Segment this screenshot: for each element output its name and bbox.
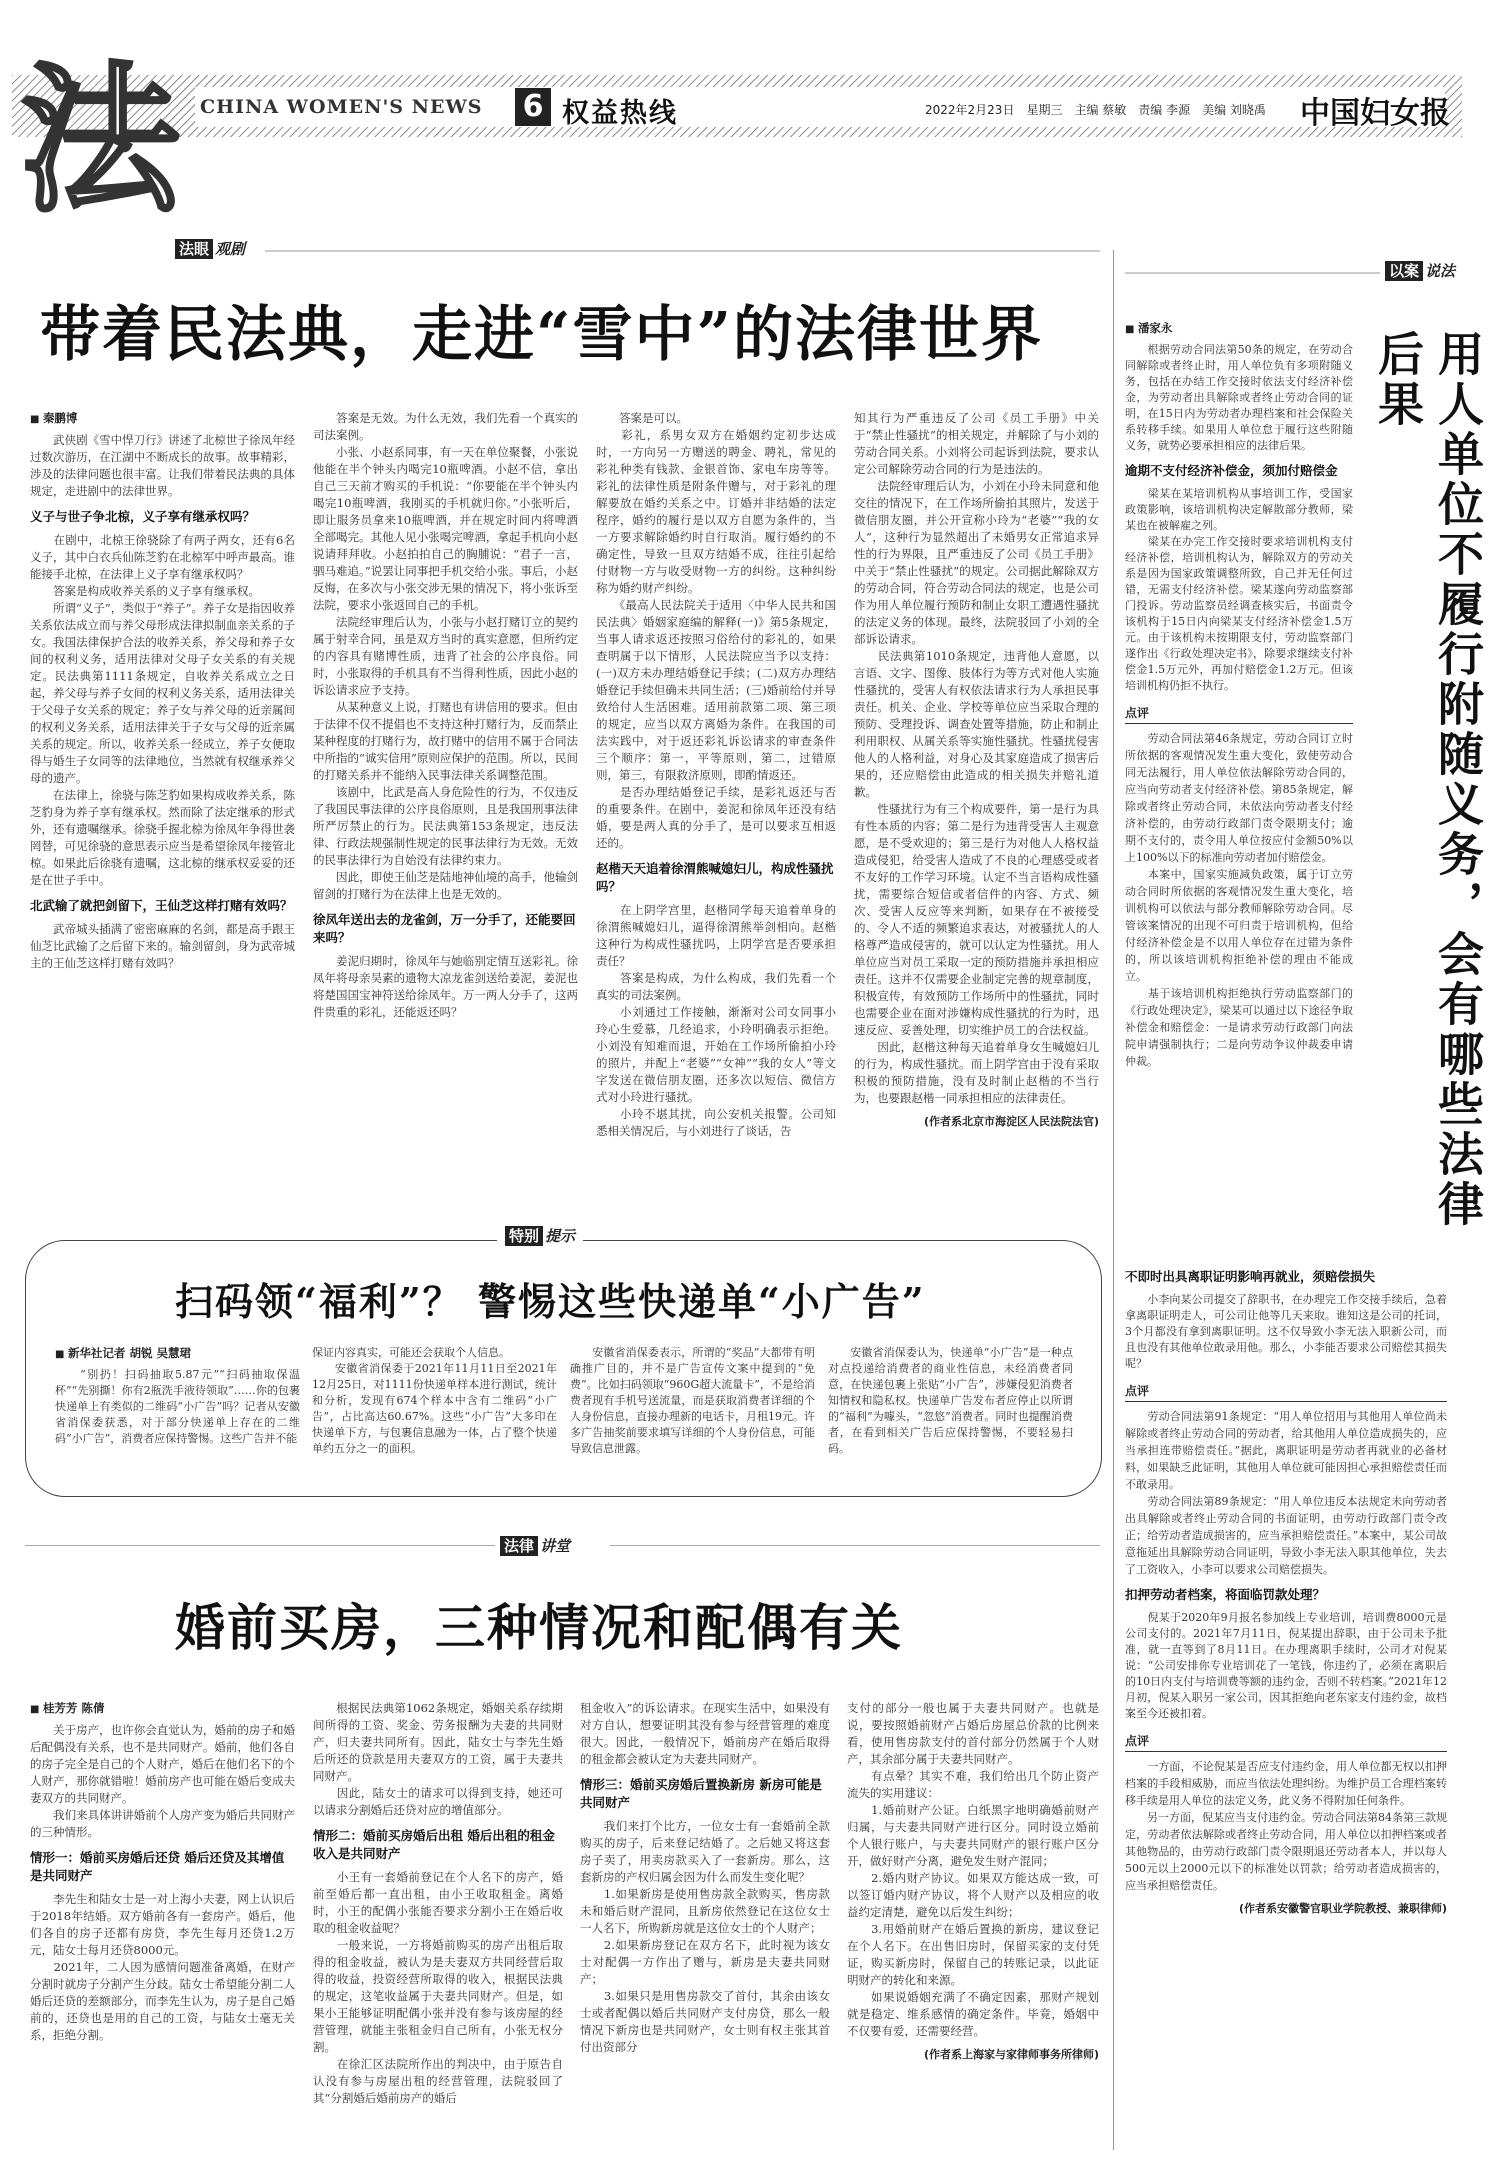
article3-para: 关于房产，也许你会直觉认为，婚前的房子和婚后配偶没有关系，也不是共同财产。婚前，他们各自的房子完全是自己的个人财产，婚后在他们名下的个人财产，那你就错啦！婚前房产也可能在婚后变成夫妻双方的共同财产。 我们来具体讲讲婚前个人房产变为婚后共同财产的三种情形。	[30, 1723, 295, 1839]
article4-title: 用人单位不履行附随义务，会有哪些法律后果	[1371, 330, 1485, 1230]
article3-credit: (作者系上海家与家律师事务所律师)	[923, 2048, 1099, 2061]
article2-para: 保证内容真实，可能还会获取个人信息。 安徽省消保委于2021年11月11日至2021年12月25日，对1111份快递单样本进行测试，统计和分析，发现有674个样本中含有二维码“小广告”，占比高达60.67%。这些“小广告”大多印在快递单下方，与包裹信息融为一体，占了整个快递单约五分之一的面积。	[312, 1346, 557, 1455]
article4-comment: 劳动合同法第46条规定，劳动合同订立时所依据的客观情况发生重大变化，致使劳动合同无法履行，用人单位依法解除劳动合同的，应当向劳动者支付经济补偿。第85条规定，解除或者终止劳动合同，未依法向劳动者支付经济补偿的，由劳动行政部门责令限期支付；逾期不支付的，责令用人单位按应付金额50%以上100%以下的标准向劳动者加付赔偿金。 本案中，国家实施减负政策，属于订立劳动合同时所依据的客观情况发生重大变化，培训机构可以依法与部分教师解除劳动合同。尽管该案情况的出现不可归责于培训机构，但给付经济补偿金是不以用人单位存在过错为条件的，所以该培训机构拒绝补偿的理由不能成立。 基于该培训机构拒绝执行劳动监察部门的《行政处理决定》，梁某可以通过以下途径争取补偿金和赔偿金：一是请求劳动行政部门向法院申请强制执行；二是向劳动争议仲裁委申请仲裁。	[1125, 732, 1353, 1068]
article1-para: 在上阴学宫里，赵楷同学每天追着单身的徐渭熊喊媳妇儿，逼得徐渭熊举剑相向。赵楷这种行为构成性骚扰吗，上阴学宫是否要承担责任？ 答案是构成，为什么构成，我们先看一个真实的司法案例。 小刘通过工作接触，渐渐对公司女同事小玲心生爱慕，几经追求，小玲明确表示拒绝。小刘没有知难而退，开始在工作场所偷拍小玲的照片，并配上“老婆”“女神”“我的女人”等文字发送在微信朋友圈，还多次以短信、微信方式对小玲进行骚扰。 小玲不堪其扰，向公安机关报警。公司知悉相关情况后，与小刘进行了谈话，告	[596, 903, 836, 1138]
article4-comment: 劳动合同法第91条规定：“用人单位招用与其他用人单位尚未解除或者终止劳动合同的劳动者，给其他用人单位造成损失的，应当承担连带赔偿责任。”据此，离职证明是劳动者再就业的必备材料，如果缺乏此证明，其他用人单位就可能因担心承担赔偿责任而不敢录用。 劳动合同法第89条规定：“用人单位违反本法规定未向劳动者出具解除或者终止劳动合同的书面证明，由劳动行政部门责令改正；给劳动者造成损害的，应当承担赔偿责任。”本案中，某公司故意拖延出具解除劳动合同证明，导致小李无法入职其他单位，失去了工资收入，小李可以要求公司赔偿损失。	[1125, 1410, 1447, 1576]
article1-title: 带着民法典，走进“雪中”的法律世界	[40, 300, 1044, 370]
article3-byline: ■ 桂芳芳 陈倩	[30, 1700, 295, 1716]
divider	[610, 1545, 1100, 1546]
comment-label: 点评	[1125, 1382, 1447, 1402]
article1-para: 知其行为严重违反了公司《员工手册》中关于“禁止性骚扰”的相关规定，并解除了与小刘的劳动合同关系。小刘将公司起诉到法院，要求认定公司解除劳动合同的行为是违法的。 法院经审理后认为，小刘在小玲未同意和他交往的情况下，在工作场所偷拍其照片，发送于微信朋友圈，并公开宣称小玲为“老婆”“我的女人”，这种行为显然超出了未婚男女正常追求异性的行为界限，且严重违反了公司《员工手册》中关于“禁止性骚扰”的规定。公司据此解除双方的劳动合同，符合劳动合同法的规定，也是公司作为用人单位履行预防和制止女职工遭遇性骚扰的法定义务的体现。最终，法院驳回了小刘的全部诉讼请求。 民法典第1010条规定，违背他人意愿，以言语、文字、图像、肢体行为等方式对他人实施性骚扰的，受害人有权依法请求行为人承担民事责任。机关、企业、学校等单位应当采取合理的预防、受理投诉、调查处置等措施，防止和制止利用职权、从属关系等实施性骚扰。性骚扰侵害他人的人格利益，对身心及其家庭造成了损害后果的，还应赔偿由此造成的相关损失并赔礼道歉。 性骚扰行为有三个构成要件，第一是行为具有性本质的内容；第二是行为违背受害人主观意愿，是不受欢迎的；第三是行为对他人人格权益造成侵犯，给受害人造成了不良的心理感受或者不友好的工作学习环境。认定不当言语构成性骚扰，需要综合短信或者信件的内容、方式、频次、受害人反应等来判断，如果存在不被接受的、令人不适的频繁追求表达，对被骚扰人的人格尊严造成侵害的，就可以认定为性骚扰。用人单位应当对员工采取一定的预防措施并承担相应责任。这并不仅需要企业制定完善的规章制度，积极宣传，有效预防工作场所中的性骚扰，同时也需要企业在面对涉嫌构成性骚扰的行为时，迅速反应、妥善处理，切实维护员工的合法权益。 因此，赵楷这种每天追着单身女生喊媳妇儿的行为，构成性骚扰。而上阴学宫由于没有采取积极的预防措施，没有及时制止赵楷的不当行为，也要跟赵楷一同承担相应的法律责任。	[854, 411, 1099, 1105]
article3-col4	[847, 1700, 1099, 2155]
article4-comment: 一方面，不论倪某是否应支付违约金，用人单位都无权以扣押档案的手段相威胁，而应当依法处理纠纷。为维护员工合理档案转移手续是用人单位的法定义务，此义务不得附加任何条件。 另一方面，倪某应当支付违约金。劳动合同法第84条第三款规定，劳动者依法解除或者终止劳动合同，用人单位以扣押档案或者其他物品的，由劳动行政部门责令限期退还劳动者本人，并以每人500元以上2000元以下的标准处以罚款；给劳动者造成损害的，应当承担赔偿责任。	[1125, 1760, 1447, 1892]
article4-subhead: 扣押劳动者档案，将面临罚款处理？	[1125, 1587, 1326, 1602]
article3-col3	[580, 1700, 830, 2155]
article1-para: 武帝城头插满了密密麻麻的名剑，都是高手跟王仙芝比武输了之后留下来的。输剑留剑，身为武帝城主的王仙芝这样打赌有效吗？	[30, 922, 295, 970]
paper-name-cn: 中国妇女报	[1300, 96, 1450, 131]
article1-subhead: 赵楷天天追着徐渭熊喊媳妇儿，构成性骚扰吗？	[596, 861, 834, 894]
date-line: 2022年2月23日 星期三 主编 蔡敏 责编 李源 美编 刘晓禹	[925, 103, 1266, 117]
article1-para: 在剧中，北椋王徐骁除了有两子两女，还有6名义子，其中白衣兵仙陈芝豹在北椋军中呼声最高。谁能接手北椋，在法律上义子享有继承权吗？ 答案是构成收养关系的义子享有继承权。 所谓“义子”，类似于“养子”。养子女是指因收养关系依法成立而与养父母形成法律拟制血亲关系的子女。我国法律保护合法的收养关系，养父母和养子女间的权利义务，适用法律对父母子女关系的有关规定。民法典第1111条规定，自收养关系成立之日起，养父母与养子女间的权利义务关系，适用法律关于父母子女关系的规定；养子女与养父母的近亲属间的权利义务关系，适用法律关于子女与父母的近亲属关系的规定。所以，收养关系一经成立，养子女便取得与婚生子女同等的法律地位，当然就有权继承养父母的遗产。 在法律上，徐骁与陈芝豹如果构成收养关系，陈芝豹身为养子享有继承权。然而除了法定继承的形式外，还有遗嘱继承。徐骁手握北椋为徐凤年争得世袭罔替，可见徐骁的意思表示应当是希望徐凤年接管北椋。如果此后徐骁有遗嘱，这北椋的继承权妥妥的还是在世子手中。	[30, 533, 296, 887]
article1-subhead: 徐凤年送出去的龙雀剑，万一分手了，还能要回来吗？	[313, 912, 576, 945]
article3-col2	[313, 1700, 563, 2155]
divider	[1125, 272, 1380, 274]
article2-para: “别扔！扫码抽取5.87元”“扫码抽取保温杯”“先别撕！你有2瓶洗手液待领取”……你的包裹快递单上有类似的二维码“小广告”吗？记者从安徽省消保委获悉，对于部分快递单上存在的二维码“小广告”，消费者应保持警惕。这些广告并不能	[55, 1368, 300, 1445]
article1-col3	[596, 410, 836, 1155]
article4-para: 小李向某公司提交了辞职书，在办理完工作交接手续后，急着拿离职证明走人，可公司让他等几天来取。谁知这是公司的托词，3个月都没有拿到离职证明。这不仅导致小李无法入职新公司，而且也没有其他单位敢录用他。那么，小李能否要求公司赔偿其损失呢？	[1125, 1293, 1447, 1370]
article3-subhead: 情形三：婚前买房婚后置换新房 新房可能是共同财产	[580, 1777, 822, 1810]
masthead	[0, 0, 1472, 234]
article4-para: 倪某于2020年9月报名参加线上专业培训，培训费8000元是公司支付的。2021年7月11日，倪某提出辞职，由于公司未予批准，就一直等到了8月11日。在办理离职手续时，公司才对倪某说：“公司安排你专业培训花了一笔钱，你违约了，必须在离职后的10日内支付与培训费等额的违约金，否则不转档案。”2021年12月初，倪某入职另一家公司，因其拒绝向老东家支付违约金，故档案至今还被扣着。	[1125, 1611, 1447, 1720]
article2-col2	[312, 1345, 557, 1485]
article3-para: 根据民法典第1062条规定，婚姻关系存续期间所得的工资、奖金、劳务报酬为夫妻的共同财产，归夫妻共同所有。因此，陆女士与李先生婚后所还的贷款是用夫妻双方的工资，属于夫妻共同财产。 因此，陆女士的请求可以得到支持，她还可以请求分割婚后还贷对应的增值部分。	[313, 1701, 563, 1817]
article4-byline: ■ 潘家永	[1125, 320, 1353, 336]
article2-para: 安徽省消保委认为，快递单“小广告”是一种点对点投递给消费者的商业性信息，未经消费者同意，在快递包裹上张贴“小广告”，涉嫌侵犯消费者知情权和隐私权。快递单广告发布者应停止以所谓的“福利”为噱头，“忽悠”消费者。同时也提醒消费者，在看到相关广告后应保持警惕，不要轻易扫码。	[828, 1346, 1073, 1455]
article1-para: 答案是可以。 彩礼，系男女双方在婚姻约定初步达成时，一方向另一方赠送的聘金、聘礼，常见的彩礼种类有钱款、金银首饰、家电车房等等。彩礼的法律性质是附条件赠与，对于彩礼的理解要放在婚约关系之中。订婚并非结婚的法定程序，婚约的履行是以双方自愿为条件的，当一方要求解除婚约时自行取消。履行婚约的不确定性，导致一旦双方结婚不成，往往引起给付财物一方与收受财物一方的纠纷。这种纠纷称为婚约财产纠纷。 《最高人民法院关于适用〈中华人民共和国民法典〉婚姻家庭编的解释(一)》第5条规定，当事人请求返还按照习俗给付的彩礼的，如果查明属于以下情形，人民法院应当予以支持：(一)双方未办理结婚登记手续；(二)双方办理结婚登记手续但确未共同生活；(三)婚前给付并导致给付人生活困难。适用前款第二项、第三项的规定，应当以双方离婚为条件。在我国的司法实践中，对于返还彩礼诉讼请求的审查条件三个顺序：第一，平等原则，第二，过错原则，第三，有限救济原则，即酌情返还。 是否办理结婚登记手续，是彩礼返还与否的重要条件。在剧中，姜泥和徐凤年还没有结婚，要是两人真的分手了，是可以要求互相返还的。	[596, 411, 836, 850]
column-tag-tebie: 特别 提示	[497, 1225, 583, 1246]
paper-name-en: CHINA WOMEN'S NEWS	[200, 96, 483, 118]
article4-subhead: 不即时出具离职证明影响再就业，须赔偿损失	[1125, 1269, 1376, 1284]
article3-para: 李先生和陆女士是一对上海小夫妻，网上认识后于2018年结婚。双方婚前各有一套房产。婚后，他们各自的房子还都有房贷，李先生每月还贷1.2万元，陆女士每月还贷8000元。 2021年，二人因为感情问题准备离婚，在财产分割时就房子分割产生分歧。陆女士希望能分割二人婚后还贷的差额部分，而李先生认为，房子是自己婚前的，还贷也是用的自己的工资，与陆女士毫无关系，拒绝分割。	[30, 1892, 295, 2042]
divider	[265, 250, 1100, 252]
article1-subhead: 义子与世子争北椋，义子享有继承权吗？	[30, 509, 256, 524]
section-title: 权益热线	[562, 98, 678, 129]
article4-col-bottom	[1125, 1260, 1447, 2155]
article3-col1	[30, 1700, 295, 2155]
article4-subhead: 逾期不支付经济补偿金，须加付赔偿金	[1125, 463, 1338, 478]
article3-para: 支付的部分一般也属于夫妻共同财产。也就是说，要按照婚前财产占婚后房屋总价款的比例来看，使用售房款支付的首付部分仍然属于个人财产，其余部分属于夫妻共同财产。 有点晕？其实不难，我们给出几个防止资产流失的实用建议： 1.婚前财产公证。白纸黑字地明确婚前财产归属，与夫妻共同财产进行区分。同时设立婚前个人银行账户，与夫妻共同财产的银行账户区分开，做好财产分离，避免发生财产混同； 2.婚内财产协议。如果双方能达成一致，可以签订婚内财产协议，将个人财产以及相应的收益约定清楚，避免以后发生纠纷； 3.用婚前财产在婚后置换的新房，建议登记在个人名下。在出售旧房时，保留买家的支付凭证，购买新房时，保留自己的转账记录，以此证明财产的转化和来源。 如果说婚姻充满了不确定因素，那财产规划就是稳定、维系感情的确定条件。毕竟，婚姻中不仅要有爱，还需要经营。	[847, 1701, 1099, 2038]
article2-col1	[55, 1345, 300, 1485]
article1-credit: (作者系北京市海淀区人民法院法官)	[923, 1115, 1099, 1128]
article2-para: 安徽省消保委表示，所谓的“奖品”大都带有明确推广目的，并不是广告宣传文案中提到的“免费”。比如扫码领取“960G超大流量卡”，不是给消费者现有手机号送流量，而是获取消费者详细的个人身份信息，直接办理新的电话卡，月租19元。许多广告抽奖前要求填写详细的个人身份信息，可能导致信息泄露。	[570, 1346, 815, 1455]
article4-para: 梁某在某培训机构从事培训工作，受国家政策影响，该培训机构决定解散部分教师，梁某也在被解雇之列。 梁某在办完工作交接时要求培训机构支付经济补偿，培训机构认为，解除双方的劳动关系是因为国家政策调整所致，自己并无任何过错，无需支付经济补偿。梁某遂向劳动监察部门投诉。劳动监察员经调查核实后，书面责令该机构于15日内向梁某支付经济补偿金1.5万元。由于该机构未按期限支付，劳动监察部门遂作出《行政处理决定书》，除要求继续支付补偿金1.5万元外，再加付赔偿金1.2万元。但该培训机构仍拒不执行。	[1125, 487, 1353, 692]
divider	[25, 1545, 495, 1546]
article2-byline: ■ 新华社记者 胡锐 吴慧珺	[55, 1345, 300, 1361]
column-tag-fayan: 法眼 观剧	[175, 238, 245, 259]
article4-title-col	[1368, 330, 1485, 1250]
article3-para: 小王有一套婚前登记在个人名下的房产，婚前至婚后都一直出租，由小王收取租金。离婚时，小王的配偶小张能否要求分割小王在婚后收取的租金收益呢？ 一般来说，一方将婚前购买的房产出租后取得的租金收益，被认为是夫妻双方共同经营后取得的收益，投资经营所取得的收入，根据民法典的规定，这笔收益属于夫妻共同财产。但是，如果小王能够证明配偶小张并没有参与该房屋的经营管理，就能主张租金归自己所有，小张无权分割。 在徐汇区法院所作出的判决中，由于原告自认没有参与房屋出租的经营管理，法院驳回了其“分割婚后婚前房产的婚后	[313, 1870, 563, 2105]
article1-col2	[313, 410, 578, 1155]
section-character: 法	[20, 46, 181, 234]
article3-para: 我们来打个比方，一位女士有一套婚前全款购买的房子，后来登记结婚了。之后她又将这套房子卖了，用卖房款买入了一套新房。那么，这套新房的产权归属会因为什么而发生变化呢？ 1.如果新房是使用售房款全款购买，售房款未和婚后财产混同，且新房依然登记在这位女士一人名下，所购新房就是这位女士的个人财产； 2.如果新房登记在双方名下，此时视为该女士对配偶一方作出了赠与，新房是夫妻共同财产； 3.如果只是用售房款交了首付，其余由该女士或者配偶以婚后共同财产支付房贷，那么一般情况下新房也是共同财产，女士则有权主张其首付出资部分	[580, 1819, 830, 2054]
article3-subhead: 情形一：婚前买房婚后还贷 婚后还贷及其增值是共同财产	[30, 1850, 285, 1883]
column-tag-falv: 法律 讲堂	[500, 1535, 570, 1556]
article1-para: 答案是无效。为什么无效，我们先看一个真实的司法案例。 小张、小赵系同事，有一天在单位聚餐，小张说他能在半个钟头内喝完10瓶啤酒。小赵不信，拿出自己三天前才购买的手机说：“你要能在半个钟头内喝完10瓶啤酒，我刚买的手机就归你。”小张听后，即让服务员拿来10瓶啤酒，并在规定时间内将啤酒全部喝完。其他人见小张喝完啤酒，拿起手机向小赵说请拜拜收。小赵拍拍自己的胸脯说：“君子一言，驷马难追。”说罢让同事把手机交给小张。事后，小赵反悔，在多次与小张交涉无果的情况下，将小张诉至法院，要求小张返回自己的手机。 法院经审理后认为，小张与小赵打赌订立的契约属于射幸合同，虽是双方当时的真实意愿，但所约定的内容具有赌博性质，违背了社会的公序良俗。同时，小张取得的手机具有不当得利性质，因此小赵的诉讼请求应予支持。 从某种意义上说，打赌也有讲信用的要求。但由于法律不仅不提倡也不支持这种打赌行为，反而禁止某种程度的打赌行为，故打赌中的信用不属于合同法中所指的“诚实信用”原则应保护的范围。所以，民间的打赌关系并不能纳入民事法律关系调整范围。 该剧中，比武是高人身危险性的行为，不仅违反了我国民事法律的公序良俗原则，且是我国刑事法律所严厉禁止的行为。民法典第153条规定，违反法律、行政法规强制性规定的民事法律行为无效。无效的民事法律行为自始没有法律约束力。 因此，即使王仙芝是陆地神仙境的高手，他输剑留剑的打赌行为在法律上也是无效的。	[313, 411, 578, 901]
article1-subhead: 北武输了就把剑留下，王仙芝这样打赌有效吗？	[30, 898, 293, 913]
article2-title: 扫码领“福利”？ 警惕这些快递单“小广告”	[175, 1279, 926, 1324]
column-divider	[1113, 250, 1114, 2150]
comment-label: 点评	[1125, 704, 1353, 724]
article3-title: 婚前买房，三种情况和配偶有关	[175, 1598, 903, 1657]
article3-para: 租金收入”的诉讼请求。在现实生活中，如果没有对方自认，想要证明其没有参与经营管理的难度很大。因此，一般情况下，婚前房产在婚后取得的租金都会被认定为夫妻共同财产。	[580, 1701, 830, 1766]
article1-col1	[30, 410, 295, 1155]
article1-para: 武侠剧《雪中悍刀行》讲述了北椋世子徐凤年经过数次游历，在江湖中不断成长的故事。故事精彩，涉及的法律问题也很丰富。让我们带着民法典的具体规定，走进剧中的法律世界。	[30, 433, 295, 498]
article1-para: 姜泥归期时，徐凤年与她临别定情互送彩礼。徐凤年将母亲吴素的遗物大凉龙雀剑送给姜泥，姜泥也将楚国国宝神符送给徐凤年。万一两人分手了，这两件贵重的彩礼，还能返还吗？	[313, 954, 578, 1019]
article2-col3	[570, 1345, 815, 1485]
article4-credit: (作者系安徽警官职业学院教授、兼职律师)	[1238, 1902, 1447, 1915]
article1-col4	[854, 410, 1099, 1170]
article4-para: 根据劳动合同法第50条的规定，在劳动合同解除或者终止时，用人单位负有多项附随义务，包括在办结工作交接时依法支付经济补偿金，为劳动者出具解除或者终止劳动合同的证明，在15日内为劳动者办理档案和社会保险关系转移手续。如果用人单位怠于履行这些附随义务，就势必要承担相应的法律后果。	[1125, 343, 1353, 452]
column-tag-yian: 以案 说法	[1385, 260, 1455, 281]
article3-subhead: 情形二：婚前买房婚后出租 婚后出租的租金收入是共同财产	[313, 1828, 555, 1861]
comment-label: 点评	[1125, 1732, 1447, 1752]
article2-col4	[828, 1345, 1073, 1485]
page-number: 6	[515, 88, 551, 126]
article1-byline: ■ 秦鹏博	[30, 410, 295, 426]
